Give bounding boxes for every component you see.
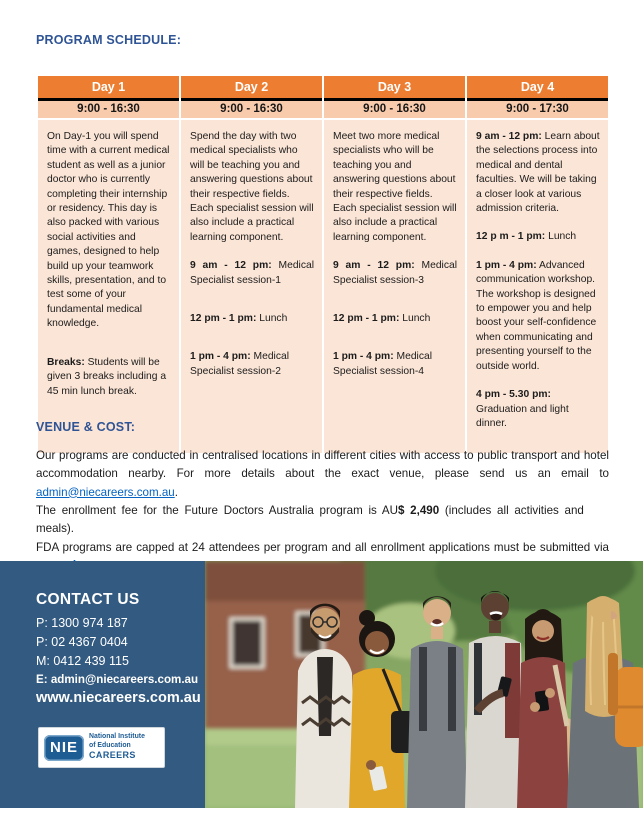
text-run: accommodation nearby. For more details about the exact venue, please send us an email to bbox=[36, 467, 609, 481]
venue-cost-heading: VENUE & COST: bbox=[36, 420, 136, 434]
text-run: 1 pm - 4 pm: bbox=[476, 259, 537, 271]
day-cell-text bbox=[38, 120, 179, 453]
day-cell-text bbox=[181, 120, 322, 453]
day-column-2 bbox=[181, 76, 322, 453]
day-header: Day 3 bbox=[324, 76, 465, 101]
text-run: Lunch bbox=[399, 313, 431, 325]
footer bbox=[0, 561, 643, 808]
contact-line: M: 0412 439 115 bbox=[36, 654, 129, 668]
day-column-3 bbox=[324, 76, 465, 453]
schedule-paragraph bbox=[333, 312, 457, 326]
venue-paragraph bbox=[36, 447, 609, 575]
text-run: FDA programs are capped at 24 attendees per program and all enrollment applications must be submitted via bbox=[36, 540, 609, 554]
contact-block bbox=[36, 591, 201, 706]
schedule-paragraph bbox=[333, 350, 457, 379]
text-run: 1 pm - 4 pm: bbox=[190, 351, 251, 363]
schedule-table bbox=[38, 76, 608, 453]
day-header: Day 4 bbox=[467, 76, 608, 101]
text-run: Medical Specialist session-1 bbox=[190, 260, 314, 286]
contact-website: www.niecareers.com.au bbox=[36, 690, 201, 706]
day-cell-text bbox=[324, 120, 465, 453]
day-header: Day 2 bbox=[181, 76, 322, 101]
day-time-row: 9:00 - 16:30 bbox=[181, 101, 322, 120]
contact-phone-lines bbox=[36, 616, 201, 668]
contact-email-line: E: admin@niecareers.com.au bbox=[36, 673, 199, 686]
text-run: 12 pm - 1 pm: bbox=[333, 313, 400, 325]
text-run: Learn about the selections process into medical and dental faculties. We will be taking a closer look at various admission criteria. bbox=[476, 131, 600, 215]
schedule-paragraph bbox=[476, 230, 600, 244]
text-run: Medical Specialist session-2 bbox=[190, 351, 289, 377]
text-run: Our programs are conducted in centralised locations in different cities with access to public transport and hotel bbox=[36, 449, 609, 462]
text-run: 12 pm - 1 pm: bbox=[190, 313, 257, 325]
schedule-paragraph bbox=[476, 259, 600, 374]
schedule-paragraph bbox=[190, 259, 314, 288]
nie-logo-mark: NIE bbox=[44, 735, 84, 761]
contact-line: P: 1300 974 187 bbox=[36, 616, 128, 630]
venue-line bbox=[36, 502, 609, 539]
text-run: On Day-1 you will spend time with a current medical student as well as a junior doctor who is currently completing their internship or residency. This day is also packed with various social activities and games, designed to help build up your teamwork skills, presentation, and to test some of your fundamental medical knowledge. bbox=[47, 131, 170, 330]
venue-line bbox=[36, 465, 609, 502]
schedule-paragraph bbox=[47, 356, 171, 399]
text-run: (includes all activities and meals). bbox=[36, 503, 584, 536]
footer-blue-panel bbox=[0, 561, 205, 808]
schedule-paragraph bbox=[476, 130, 600, 216]
program-schedule-heading: PROGRAM SCHEDULE: bbox=[36, 33, 182, 47]
text-run: Meet two more medical specialists who will be teaching you and answering questions about their respective fields. Each specialist session will also include a practical learning component. bbox=[333, 131, 457, 243]
nie-logo bbox=[38, 727, 165, 768]
text-run: Graduation and light dinner. bbox=[476, 403, 569, 429]
schedule-paragraph bbox=[47, 130, 171, 332]
venue-line bbox=[36, 539, 609, 557]
schedule-paragraph bbox=[190, 312, 314, 326]
text-run: Lunch bbox=[545, 231, 577, 243]
day-time-row: 9:00 - 16:30 bbox=[324, 101, 465, 120]
text-run: $ 2,490 bbox=[398, 503, 440, 517]
text-run: Medical Specialist session-3 bbox=[333, 260, 457, 286]
nie-logo-line2: of Education bbox=[89, 741, 131, 749]
day-time-row: 9:00 - 16:30 bbox=[38, 101, 179, 120]
text-run: . bbox=[174, 485, 178, 499]
day-cell-text bbox=[467, 120, 608, 453]
day-column-4 bbox=[467, 76, 608, 453]
text-run: The enrollment fee for the Future Doctors Australia program is AU bbox=[36, 503, 399, 517]
text-run: Breaks: bbox=[47, 356, 85, 368]
students-photo bbox=[205, 561, 643, 808]
text-run: 4 pm - 5.30 pm: bbox=[476, 389, 551, 401]
schedule-paragraph bbox=[190, 350, 314, 379]
day-column-1 bbox=[38, 76, 179, 453]
day-header: Day 1 bbox=[38, 76, 179, 101]
schedule-paragraph bbox=[333, 130, 457, 245]
text-run: Advanced communication workshop. The workshop is designed to empower you and help boost your self-confidence when communicating and presenting yourself to the outside world. bbox=[476, 259, 597, 372]
text-run: 9 am - 12 pm: bbox=[333, 260, 415, 272]
contact-line: P: 02 4367 0404 bbox=[36, 635, 128, 649]
text-run: Lunch bbox=[256, 313, 288, 325]
schedule-paragraph bbox=[333, 259, 457, 288]
nie-logo-line1: National Institute bbox=[89, 732, 145, 740]
text-run: Spend the day with two medical specialists who will be teaching you and answering questions about their respective fields. Each specialist session will also include a practical learning component. bbox=[190, 131, 314, 243]
contact-us-heading: CONTACT US bbox=[36, 591, 140, 608]
text-run: 9 am - 12 pm: bbox=[476, 131, 542, 142]
text-run: 1 pm - 4 pm: bbox=[333, 351, 394, 363]
day-time-row: 9:00 - 17:30 bbox=[467, 101, 608, 120]
text-run: 12 p m - 1 pm: bbox=[476, 231, 546, 243]
text-run: 9 am - 12 pm: bbox=[190, 260, 272, 272]
schedule-paragraph bbox=[190, 130, 314, 245]
nie-logo-text bbox=[89, 733, 145, 763]
text-run: Medical Specialist session-4 bbox=[333, 351, 432, 377]
venue-line bbox=[36, 447, 609, 465]
text-run: Students will be given 3 breaks including a 45 min lunch break. bbox=[47, 356, 167, 397]
schedule-paragraph bbox=[476, 388, 600, 431]
nie-logo-line3: CAREERS bbox=[89, 750, 136, 761]
admin-email-link[interactable]: admin@niecareers.com.au bbox=[36, 485, 175, 499]
